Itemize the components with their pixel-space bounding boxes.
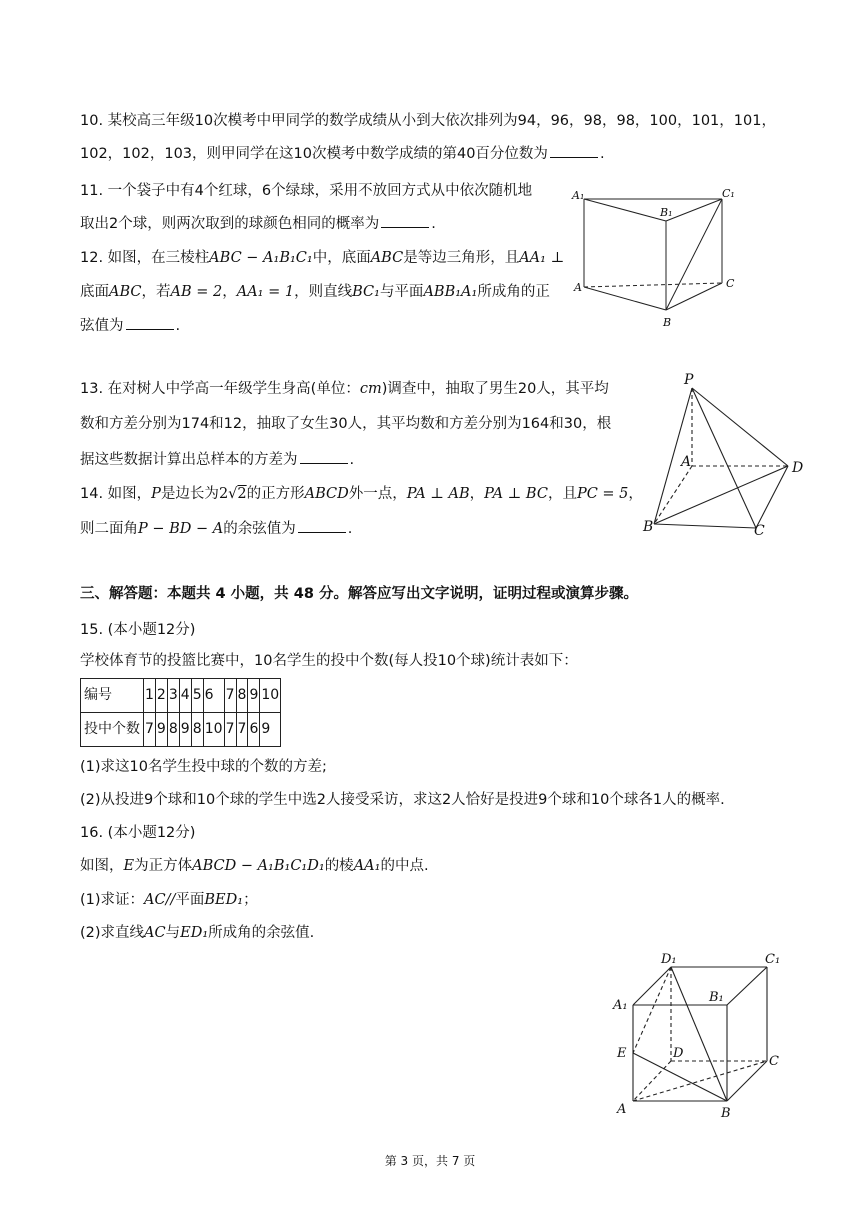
q14-line2: [80, 518, 352, 539]
q10-line2: [80, 143, 605, 164]
label-A: A: [681, 454, 692, 470]
q13-text: 13. 在对树人中学高一年级学生身高(单位：: [80, 381, 360, 397]
table-row: [81, 713, 281, 747]
table-header-cell: 编号: [81, 679, 144, 713]
q15-part2: (2)从投进9个球和10个球的学生中选2人接受采访，求这2人恰好是投进9个球和10个球各1人的概率.: [80, 792, 725, 808]
q14-math: PA ⊥ AB: [406, 486, 470, 502]
q14-math: 2: [237, 486, 247, 502]
q10-line1: 10. 某校高三年级10次模考中甲同学的数学成绩从小到大依次排列为94，96，98，98，100，101，101，: [80, 113, 776, 129]
label-D: D: [673, 1046, 684, 1061]
q12-text: ，则直线: [294, 284, 353, 300]
q16-math: E: [123, 858, 135, 874]
table-cell: 7: [144, 713, 156, 747]
q12-math: ABB₁A₁: [423, 284, 478, 300]
q12-end: .: [175, 318, 181, 334]
q12-text: 中，底面: [312, 250, 371, 266]
table-cell: 7: [236, 713, 248, 747]
q12-text: 弦值为: [80, 318, 124, 334]
table-cell: 2: [155, 679, 167, 713]
q13-line3: [80, 449, 354, 470]
q14-text: 是边长为: [160, 486, 219, 502]
table-cell: 10: [203, 713, 224, 747]
cube-figure: [605, 945, 795, 1125]
score-table: [80, 678, 281, 747]
label-B1: B₁: [709, 990, 724, 1005]
q13-math: cm: [359, 381, 382, 397]
table-cell: 7: [224, 713, 236, 747]
q14-text: ，: [628, 486, 643, 502]
q14-text: 的余弦值为: [223, 521, 296, 537]
q14-math: P: [151, 486, 161, 502]
q12-text: 是等边三角形，且: [403, 250, 520, 266]
q12-text: 与平面: [379, 284, 424, 300]
q16-math: ED₁: [180, 925, 209, 941]
q13-line2: 数和方差分别为174和12，抽取了女生30人，其平均数和方差分别为164和30，根: [80, 416, 612, 432]
section-heading: 三、解答题：本题共 4 小题，共 48 分。解答应写出文字说明，证明过程或演算步骤。: [80, 586, 638, 602]
q16-part2: [80, 923, 314, 943]
q12-math: AA₁ = 1: [236, 284, 295, 300]
q14-end: .: [347, 521, 353, 537]
q16-part1: [80, 890, 258, 910]
q10-end: .: [599, 146, 605, 162]
q14-text: ，: [469, 486, 485, 502]
label-C1: C₁: [765, 952, 781, 967]
table-cell: 6: [203, 679, 224, 713]
q16-text: 所成角的余弦值.: [208, 925, 315, 941]
q14-math: PA ⊥ BC: [484, 486, 548, 502]
answer-blank: [300, 449, 348, 464]
q12-math: ABC: [109, 284, 142, 300]
label-B1: B₁: [660, 206, 673, 219]
label-D: D: [792, 460, 804, 476]
table-cell: 7: [224, 679, 236, 713]
q12-math: ABC: [370, 250, 404, 266]
q16-text: (1)求证：: [80, 892, 145, 908]
q12-text: 12. 如图，在三棱柱: [80, 250, 210, 266]
table-cell: 5: [191, 679, 203, 713]
q14-math: P − BD − A: [138, 521, 224, 537]
label-C1: C₁: [722, 187, 735, 200]
q16-math: ABCD − A₁B₁C₁D₁: [192, 858, 325, 874]
q14-math: ABCD: [304, 486, 349, 502]
q12-math: AB = 2: [170, 284, 223, 300]
answer-blank: [381, 213, 429, 228]
q15-intro: 学校体育节的投篮比赛中，10名学生的投中个数(每人投10个球)统计表如下：: [80, 653, 578, 669]
table-cell: 8: [191, 713, 203, 747]
q10-text: 102，102，103，则甲同学在这10次模考中数学成绩的第40百分位数为: [80, 146, 548, 162]
table-cell: 8: [167, 713, 179, 747]
q13-text: 据这些数据计算出总样本的方差为: [80, 452, 298, 468]
q14-text: 14. 如图，: [80, 486, 152, 502]
table-cell: 6: [248, 713, 260, 747]
q12-text: ，若: [141, 284, 171, 300]
q16-text: 如图，: [80, 858, 124, 874]
q12-math: AA₁ ⊥: [519, 250, 565, 266]
q14-math: 2: [218, 486, 229, 502]
q14-text: 则二面角: [80, 521, 138, 537]
table-cell: 10: [260, 679, 281, 713]
q11-text: 取出2个球，则两次取到的球颜色相同的概率为: [80, 216, 380, 232]
table-row: [81, 679, 281, 713]
q16-text: 与: [165, 925, 181, 941]
q16-text: (2)求直线: [80, 925, 145, 941]
label-A1: A₁: [613, 998, 628, 1013]
label-P: P: [684, 372, 694, 388]
table-header-cell: 投中个数: [81, 713, 144, 747]
q16-header: 16. (本小题12分): [80, 825, 196, 841]
q15-header: 15. (本小题12分): [80, 622, 196, 638]
page-footer: 第 3 页，共 7 页: [384, 1154, 476, 1168]
q12-math: ABC − A₁B₁C₁: [209, 250, 313, 266]
q16-stem: [80, 856, 429, 876]
q11-line2: [80, 213, 436, 234]
q16-math: BED₁: [204, 892, 244, 908]
table-cell: 9: [248, 679, 260, 713]
q12-line1: [80, 248, 564, 268]
q16-math: AC//: [144, 892, 176, 908]
q16-text: 的中点.: [380, 858, 429, 874]
table-cell: 9: [260, 713, 281, 747]
q16-text: 为正方体: [134, 858, 193, 874]
q12-text: 所成角的正: [477, 284, 550, 300]
q14-text: 外一点，: [348, 486, 407, 502]
q12-math: BC₁: [352, 284, 380, 300]
answer-blank: [298, 518, 346, 533]
label-B: B: [643, 519, 654, 535]
q14-math: PC = 5: [576, 486, 629, 502]
label-A: A: [617, 1102, 627, 1117]
pyramid-figure: [640, 370, 820, 540]
table-cell: 3: [167, 679, 179, 713]
sqrt-sign: √: [228, 486, 238, 502]
table-cell: 9: [179, 713, 191, 747]
q14-line1: [80, 484, 643, 504]
table-cell: 8: [236, 679, 248, 713]
q13-end: .: [349, 452, 355, 468]
q13-text: )调查中，抽取了男生20人，其平均: [381, 381, 609, 397]
q12-text: ，: [222, 284, 237, 300]
label-C: C: [754, 523, 765, 539]
q14-text: 的正方形: [246, 486, 305, 502]
answer-blank: [126, 315, 174, 330]
q13-line1: [80, 379, 609, 399]
q11-end: .: [431, 216, 436, 232]
label-A: A: [574, 281, 582, 294]
table-cell: 9: [155, 713, 167, 747]
label-C: C: [769, 1054, 779, 1069]
answer-blank: [550, 143, 598, 158]
prism-figure: [570, 185, 740, 335]
label-C: C: [726, 277, 735, 290]
q12-text: 底面: [80, 284, 109, 300]
q11-line1: 11. 一个袋子中有4个红球，6个绿球，采用不放回方式从中依次随机地: [80, 183, 533, 199]
q15-part1: (1)求这10名学生投中球的个数的方差;: [80, 759, 327, 775]
q12-line2: [80, 282, 550, 302]
label-E: E: [617, 1046, 627, 1061]
q16-math: AC: [144, 925, 166, 941]
label-B: B: [663, 316, 672, 329]
q16-text: 的棱: [324, 858, 354, 874]
label-D1: D₁: [661, 952, 677, 967]
q16-math: AA₁: [353, 858, 381, 874]
label-B: B: [721, 1106, 731, 1121]
q16-text: ；: [243, 892, 258, 908]
q16-text: 平面: [175, 892, 205, 908]
q14-text: ，且: [547, 486, 577, 502]
table-cell: 1: [144, 679, 156, 713]
q12-line3: [80, 315, 180, 336]
label-A1: A₁: [572, 189, 585, 202]
table-cell: 4: [179, 679, 191, 713]
